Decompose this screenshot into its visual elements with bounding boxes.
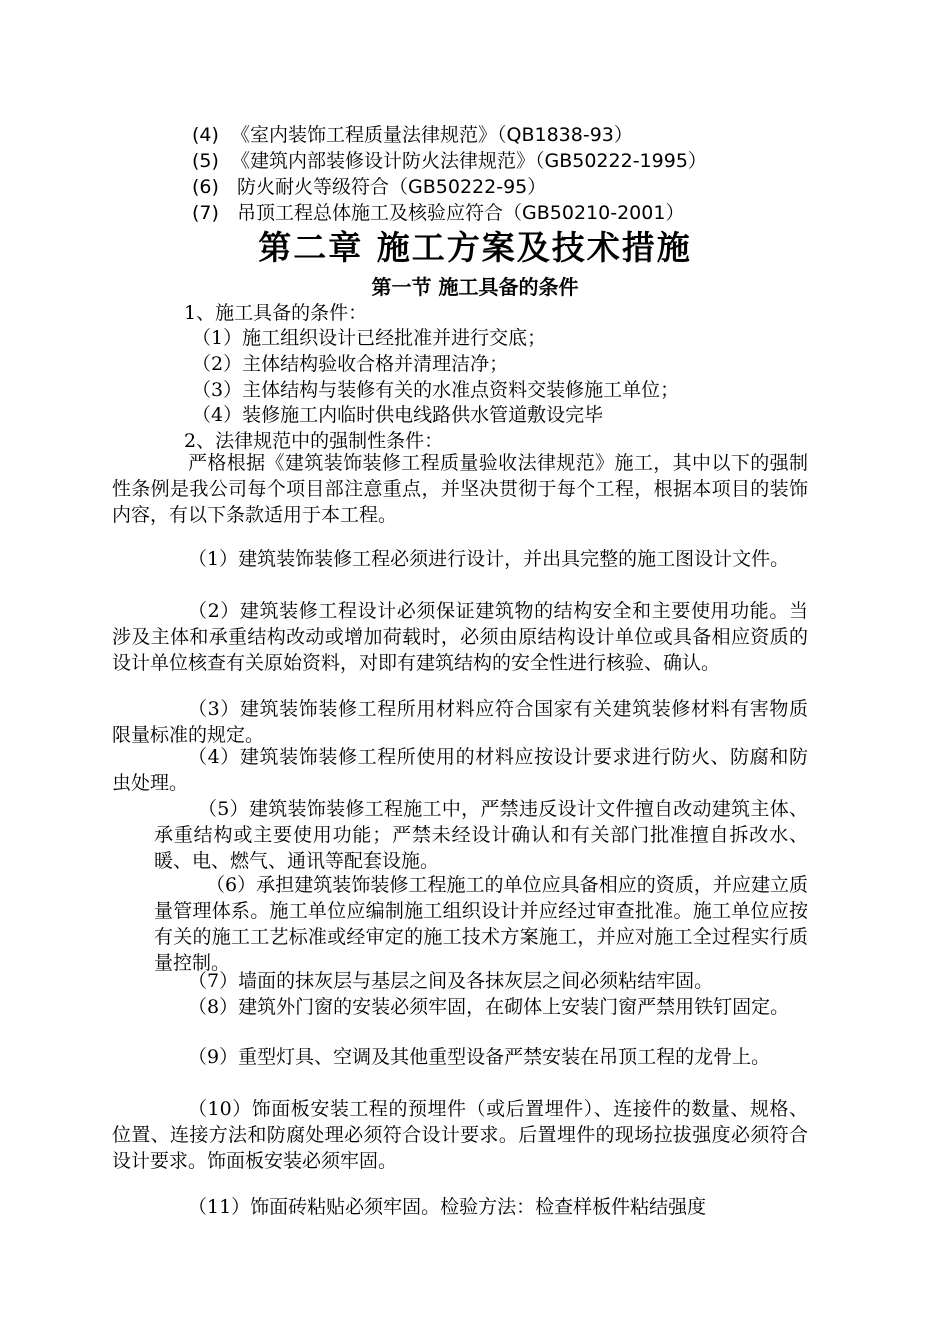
rule-10: （10）饰面板安装工程的预埋件（或后置埋件）、连接件的数量、规格、位置、连接方法和防腐处理必须符合设计要求。后置埋件的现场拉拔强度必须符合设计要求。饰面板安装必须牢固。 [112,1098,808,1172]
rule-7: （7）墙面的抹灰层与基层之间及各抹灰层之间必须粘结牢固。 [188,970,714,992]
rule-6: （6）承担建筑装饰装修工程施工的单位应具备相应的资质，并应建立质量管理体系。施工单位应编制施工组织设计并应经过审查批准。施工单位应按有关的施工工艺标准或经审定的施工技术方案施工，并应对施工全过程实行质量控制。 [154,874,808,974]
condition-item-3: （3）主体结构与装修有关的水准点资料交装修施工单位； [192,379,680,401]
standard-ref-4: (4) 《室内装饰工程质量法律规范》（QB1838-93） [192,124,633,146]
section-title: 第一节 施工具备的条件 [371,275,579,299]
rule-2: （2）建筑装修工程设计必须保证建筑物的结构安全和主要使用功能。当涉及主体和承重结构改动或增加荷载时，必须由原结构设计单位或具备相应资质的设计单位核查有关原始资料，对即有建筑结构的安全性进行核验、确认。 [112,600,808,674]
standard-ref-6: (6) 防火耐火等级符合（GB50222-95） [192,176,547,198]
standard-ref-7: (7) 吊顶工程总体施工及核验应符合（GB50210-2001） [192,202,685,224]
heading-1: 1、施工具备的条件： [184,302,368,324]
condition-item-4: （4）装修施工内临时供电线路供水管道敷设完毕 [192,404,604,426]
rule-3: （3）建筑装饰装修工程所用材料应符合国家有关建筑装修材料有害物质限量标准的规定。 [112,698,808,746]
standard-ref-5: (5) 《建筑内部装修设计防火法律规范》（GB50222-1995） [192,150,707,172]
rule-11: （11）饰面砖粘贴必须牢固。检验方法：检查样板件粘结强度 [188,1196,707,1218]
rule-5: （5）建筑装饰装修工程施工中，严禁违反设计文件擅自改动建筑主体、承重结构或主要使用功能；严禁未经设计确认和有关部门批准擅自拆改水、暖、电、燃气、通讯等配套设施。 [154,798,808,872]
heading-2: 2、法律规范中的强制性条件： [184,430,444,452]
rule-1: （1）建筑装饰装修工程必须进行设计，并出具完整的施工图设计文件。 [188,548,790,570]
condition-item-2: （2）主体结构验收合格并清理洁净； [192,353,509,375]
intro-paragraph: 严格根据《建筑装饰装修工程质量验收法律规范》施工，其中以下的强制性条例是我公司每个项目部注意重点，并坚决贯彻于每个工程，根据本项目的装饰内容，有以下条款适用于本工程。 [112,452,808,526]
chapter-title: 第二章 施工方案及技术措施 [258,228,692,267]
rule-4: （4）建筑装饰装修工程所使用的材料应按设计要求进行防火、防腐和防虫处理。 [112,746,808,794]
rule-9: （9）重型灯具、空调及其他重型设备严禁安装在吊顶工程的龙骨上。 [188,1046,771,1068]
rule-8: （8）建筑外门窗的安装必须牢固，在砌体上安装门窗严禁用铁钉固定。 [188,996,790,1018]
condition-item-1: （1）施工组织设计已经批准并进行交底； [192,327,547,349]
